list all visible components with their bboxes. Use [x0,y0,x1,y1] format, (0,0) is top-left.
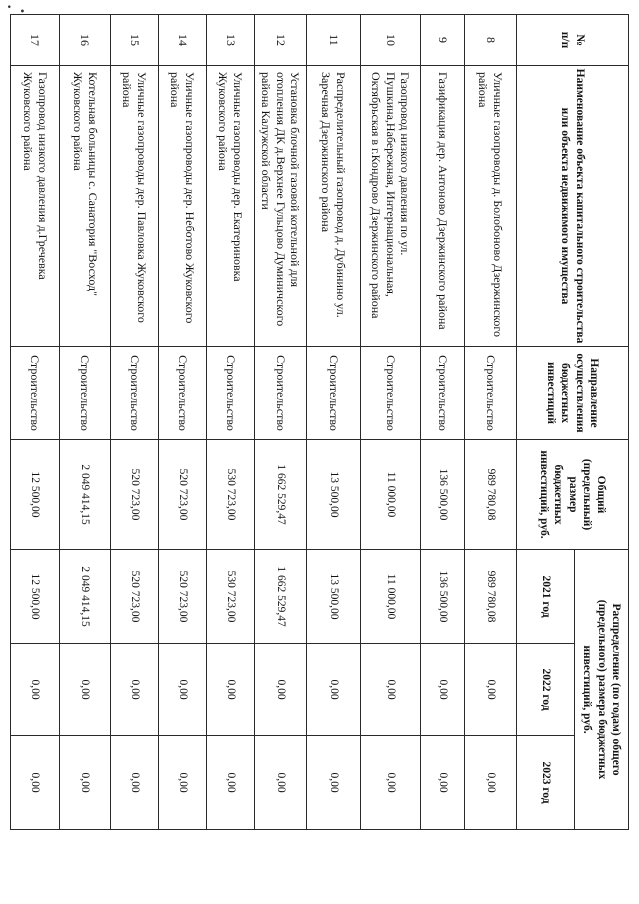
object-name: Газификация дер. Антоново Дзержинского района [421,66,465,347]
amount-2022: 0,00 [361,644,421,736]
amount-2023: 0,00 [111,736,159,830]
object-name: Котельная больницы с. Санатория "Восход" Жуковского района [60,66,111,347]
amount-2023: 0,00 [11,736,60,830]
investment-direction: Строительство [465,347,517,440]
table-row [111,15,159,830]
total-amount: 520 723,00 [159,440,207,550]
table-row [361,15,421,830]
object-name: Уличные газопроводы дер. Павловка Жуковского района [111,66,159,347]
object-name: Газопровод низкого давления по ул. Пушкина,Набережная, Интернациональная, Октябрьская в г.Кондрово Дзержинского района [361,66,421,347]
amount-2023: 0,00 [159,736,207,830]
amount-2022: 0,00 [465,644,517,736]
object-name: Уличные газопроводы дер. Екатериновка Жуковского района [207,66,255,347]
amount-2021: 520 723,00 [111,550,159,644]
amount-2021: 136 500,00 [421,550,465,644]
total-amount: 12 500,00 [11,440,60,550]
investment-direction: Строительство [421,347,465,440]
investment-direction: Строительство [159,347,207,440]
header-total: Общий (предельный) размер бюджетных инвестиций, руб. [517,440,629,550]
investment-direction: Строительство [60,347,111,440]
header-year-2022: 2022 год [517,644,575,736]
table-row [159,15,207,830]
amount-2022: 0,00 [307,644,361,736]
row-number: 10 [361,15,421,66]
investment-direction: Строительство [255,347,307,440]
table-row [11,15,60,830]
table-row [207,15,255,830]
amount-2021: 11 000,00 [361,550,421,644]
amount-2021: 989 780,08 [465,550,517,644]
amount-2022: 0,00 [11,644,60,736]
row-number: 17 [11,15,60,66]
amount-2023: 0,00 [421,736,465,830]
object-name: Уличные газопроводы д. Болобоново Дзержинского района [465,66,517,347]
row-number: 16 [60,15,111,66]
table-row [421,15,465,830]
total-amount: 2 049 414,15 [60,440,111,550]
object-name: Распределительный газопровод д. Дубинино ул. Заречная Дзержинского района [307,66,361,347]
total-amount: 989 780,08 [465,440,517,550]
row-number: 9 [421,15,465,66]
total-amount: 136 500,00 [421,440,465,550]
total-amount: 1 662 529,47 [255,440,307,550]
object-name: Уличные газопроводы дер. Неботово Жуковского района [159,66,207,347]
corner-dot: • [3,4,13,10]
investment-direction: Строительство [361,347,421,440]
total-amount: 11 000,00 [361,440,421,550]
investment-direction: Строительство [207,347,255,440]
header-year-2021: 2021 год [517,550,575,644]
amount-2023: 0,00 [307,736,361,830]
amount-2021: 1 662 529,47 [255,550,307,644]
corner-dot: • [16,8,27,14]
header-direction: Направление осуществления бюджетных инвестиций [517,347,629,440]
amount-2022: 0,00 [421,644,465,736]
amount-2022: 0,00 [207,644,255,736]
header-num: № п/п [517,15,629,66]
amount-2022: 0,00 [159,644,207,736]
amount-2023: 0,00 [361,736,421,830]
total-amount: 520 723,00 [111,440,159,550]
amount-2023: 0,00 [255,736,307,830]
header-name: Наименование объекта капитального строительства или объекта недвижимого имущества [517,66,629,347]
row-number: 14 [159,15,207,66]
table-row [465,15,517,830]
amount-2023: 0,00 [207,736,255,830]
table-row [307,15,361,830]
amount-2021: 2 049 414,15 [60,550,111,644]
amount-2021: 12 500,00 [11,550,60,644]
amount-2022: 0,00 [60,644,111,736]
investment-direction: Строительство [11,347,60,440]
amount-2022: 0,00 [111,644,159,736]
investment-direction: Строительство [307,347,361,440]
amount-2021: 13 500,00 [307,550,361,644]
table-row [255,15,307,830]
total-amount: 530 723,00 [207,440,255,550]
amount-2021: 520 723,00 [159,550,207,644]
row-number: 8 [465,15,517,66]
amount-2023: 0,00 [465,736,517,830]
amount-2021: 530 723,00 [207,550,255,644]
row-number: 13 [207,15,255,66]
header-year-2023: 2023 год [517,736,575,830]
row-number: 15 [111,15,159,66]
row-number: 11 [307,15,361,66]
amount-2022: 0,00 [255,644,307,736]
row-number: 12 [255,15,307,66]
total-amount: 13 500,00 [307,440,361,550]
object-name: Газопровод низкого давления д.Гречевка Жуковского района [11,66,60,347]
investment-table [10,14,629,830]
table-row [60,15,111,830]
header-distribution: Распределение (по годам) общего (предельного) размера бюджетных инвестиций, руб. [575,550,629,830]
investment-direction: Строительство [111,347,159,440]
object-name: Установка блочной газовой котельной для отопления ДК д.Верхнее Гульцово Думиничского района Калужской области [255,66,307,347]
amount-2023: 0,00 [60,736,111,830]
